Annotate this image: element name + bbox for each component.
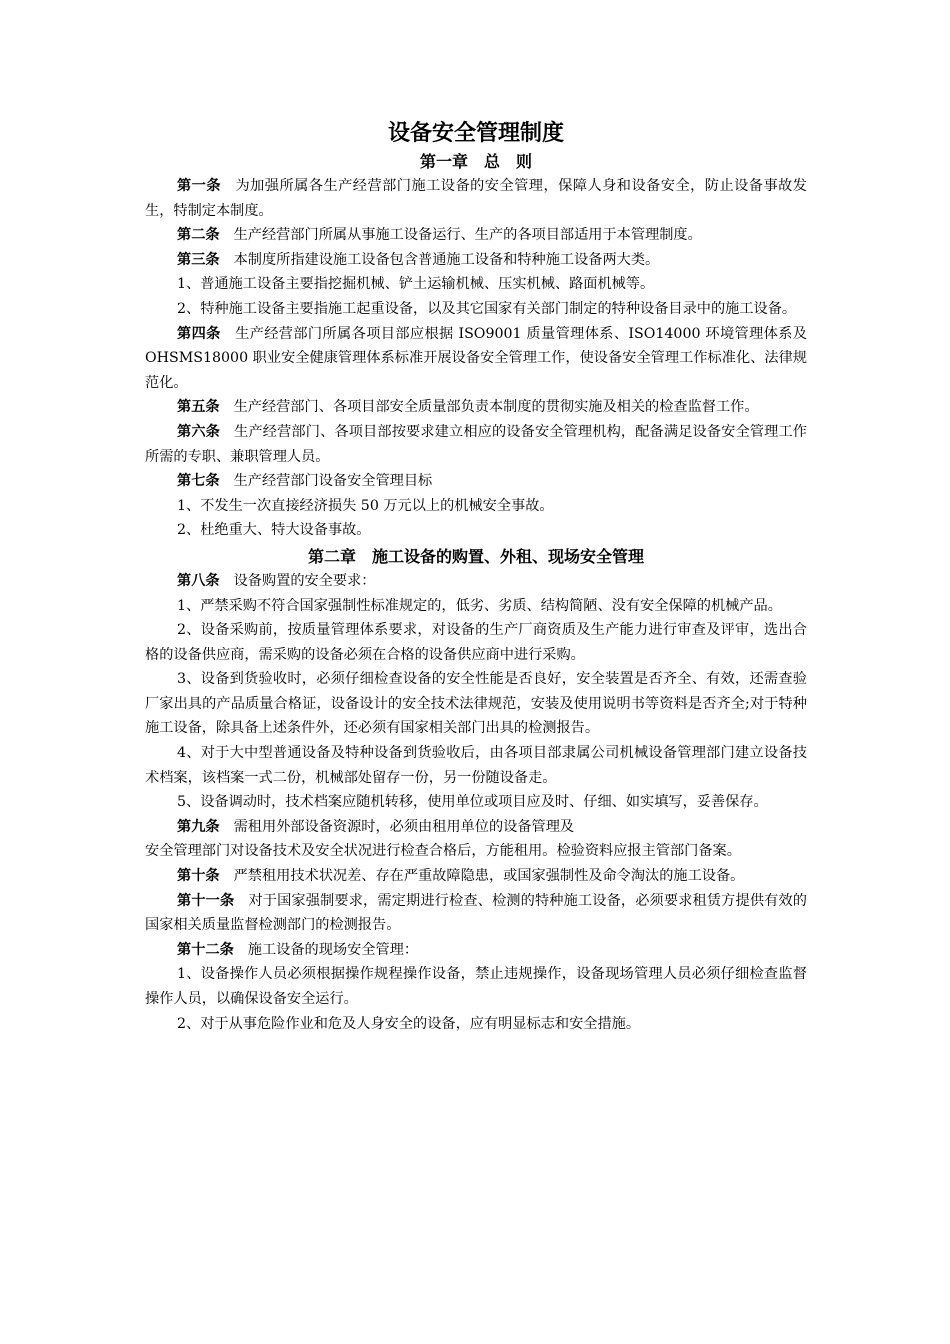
article-label: 第十二条 bbox=[177, 941, 234, 958]
chapter-2-heading: 第二章 施工设备的购置、外租、现场安全管理 bbox=[307, 546, 644, 566]
paragraph-text: 2、特种施工设备主要指施工起重设备，以及其它国家有关部门制定的特种设备目录中的施工设备。 bbox=[177, 300, 797, 317]
article-paragraph bbox=[145, 569, 807, 594]
paragraph-text: 生产经营部门所属各项目部应根据 ISO9001 质量管理体系、ISO14000 环境管理体系及 OHSMS18000 职业安全健康管理体系标准开展设备安全管理工作，使设备安全管理工作标准化、法律规范化。 bbox=[145, 325, 807, 391]
clause-paragraph bbox=[145, 790, 807, 815]
paragraph-text: 对于国家强制要求，需定期进行检查、检测的特种施工设备，必须要求租赁方提供有效的国家相关质量监督检测部门的检测报告。 bbox=[145, 892, 807, 934]
clause-paragraph bbox=[145, 297, 807, 322]
chapter-2-body bbox=[145, 569, 807, 1036]
clause-paragraph bbox=[145, 962, 807, 1011]
clause-paragraph bbox=[145, 839, 807, 864]
article-label: 第七条 bbox=[177, 473, 220, 490]
paragraph-text: 安全管理部门对设备技术及安全状况进行检查合格后，方能租用。检验资料应报主管部门备案。 bbox=[145, 843, 741, 860]
clause-paragraph bbox=[145, 494, 807, 519]
article-label: 第五条 bbox=[177, 399, 220, 416]
document-page bbox=[145, 118, 807, 1036]
clause-paragraph bbox=[145, 618, 807, 667]
paragraph-text: 设备购置的安全要求： bbox=[233, 572, 376, 589]
document-title: 设备安全管理制度 bbox=[387, 121, 564, 146]
paragraph-text: 1、不发生一次直接经济损失 50 万元以上的机械安全事故。 bbox=[177, 497, 554, 514]
clause-paragraph bbox=[145, 594, 807, 619]
chapter-1-body bbox=[145, 174, 807, 543]
article-label: 第九条 bbox=[177, 818, 220, 835]
paragraph-text: 本制度所指建设施工设备包含普通施工设备和特种施工设备两大类。 bbox=[233, 251, 660, 268]
article-paragraph bbox=[145, 938, 807, 963]
article-paragraph bbox=[145, 223, 807, 248]
paragraph-text: 严禁租用技术状况差、存在严重故障隐患，或国家强制性及命令淘汰的施工设备。 bbox=[233, 868, 745, 885]
chapter-1-heading: 第一章 总 则 bbox=[419, 152, 532, 171]
article-paragraph bbox=[145, 815, 807, 840]
clause-paragraph bbox=[145, 667, 807, 741]
paragraph-text: 2、杜绝重大、特大设备事故。 bbox=[177, 522, 371, 539]
clause-paragraph bbox=[145, 741, 807, 790]
article-label: 第三条 bbox=[177, 251, 220, 268]
paragraph-text: 4、对于大中型普通设备及特种设备到货验收后，由各项目部隶属公司机械设备管理部门建立设备技术档案，该档案一式二份，机械部处留存一份，另一份随设备走。 bbox=[145, 745, 807, 786]
clause-paragraph bbox=[145, 272, 807, 297]
paragraph-text: 2、对于从事危险作业和危及人身安全的设备，应有明显标志和安全措施。 bbox=[177, 1015, 641, 1032]
paragraph-text: 生产经营部门所属从事施工设备运行、生产的各项目部适用于本管理制度。 bbox=[233, 227, 702, 244]
article-label: 第八条 bbox=[177, 572, 220, 589]
article-label: 第十一条 bbox=[177, 892, 235, 909]
paragraph-text: 施工设备的现场安全管理： bbox=[247, 941, 419, 958]
article-label: 第十条 bbox=[177, 868, 220, 885]
paragraph-text: 为加强所属各生产经营部门施工设备的安全管理，保障人身和设备安全，防止设备事故发生，特制定本制度。 bbox=[145, 178, 807, 219]
article-paragraph bbox=[145, 864, 807, 889]
paragraph-text: 生产经营部门、各项目部按要求建立相应的设备安全管理机构，配备满足设备安全管理工作所需的专职、兼职管理人员。 bbox=[145, 423, 807, 465]
article-label: 第一条 bbox=[177, 178, 221, 194]
article-paragraph bbox=[145, 469, 807, 494]
paragraph-text: 1、设备操作人员必须根据操作规程操作设备，禁止违规操作，设备现场管理人员必须仔细检查监督操作人员，以确保设备安全运行。 bbox=[145, 966, 807, 1007]
article-paragraph bbox=[145, 395, 807, 420]
article-paragraph bbox=[145, 174, 807, 223]
article-label: 第六条 bbox=[177, 423, 220, 440]
paragraph-text: 3、设备到货验收时，必须仔细检查设备的安全性能是否良好，安全装置是否齐全、有效，还需查验厂家出具的产品质量合格证，设备设计的安全技术法律规范，安装及使用说明书等资料是否齐全;对于特种施工设备，除具备上述条件外，还必须有国家相关部门出具的检测报告。 bbox=[145, 671, 807, 737]
paragraph-text: 生产经营部门设备安全管理目标 bbox=[233, 473, 433, 490]
article-label: 第二条 bbox=[177, 227, 220, 244]
paragraph-text: 1、严禁采购不符合国家强制性标准规定的，低劣、劣质、结构简陋、没有安全保障的机械产品。 bbox=[177, 597, 782, 614]
paragraph-text: 2、设备采购前，按质量管理体系要求，对设备的生产厂商资质及生产能力进行审查及评审，选出合格的设备供应商，需采购的设备必须在合格的设备供应商中进行采购。 bbox=[145, 622, 807, 663]
clause-paragraph bbox=[145, 518, 807, 543]
article-paragraph bbox=[145, 248, 807, 273]
article-paragraph bbox=[145, 420, 807, 469]
paragraph-text: 需租用外部设备资源时，必须由租用单位的设备管理及 bbox=[233, 818, 575, 835]
paragraph-text: 生产经营部门、各项目部安全质量部负责本制度的贯彻实施及相关的检查监督工作。 bbox=[233, 399, 759, 416]
article-label: 第四条 bbox=[177, 325, 221, 342]
article-paragraph bbox=[145, 322, 807, 396]
paragraph-text: 5、设备调动时，技术档案应随机转移，使用单位或项目应及时、仔细、如实填写，妥善保存。 bbox=[177, 794, 768, 811]
clause-paragraph bbox=[145, 1012, 807, 1037]
paragraph-text: 1、普通施工设备主要指挖掘机械、铲土运输机械、压实机械、路面机械等。 bbox=[177, 276, 655, 293]
article-paragraph bbox=[145, 889, 807, 938]
